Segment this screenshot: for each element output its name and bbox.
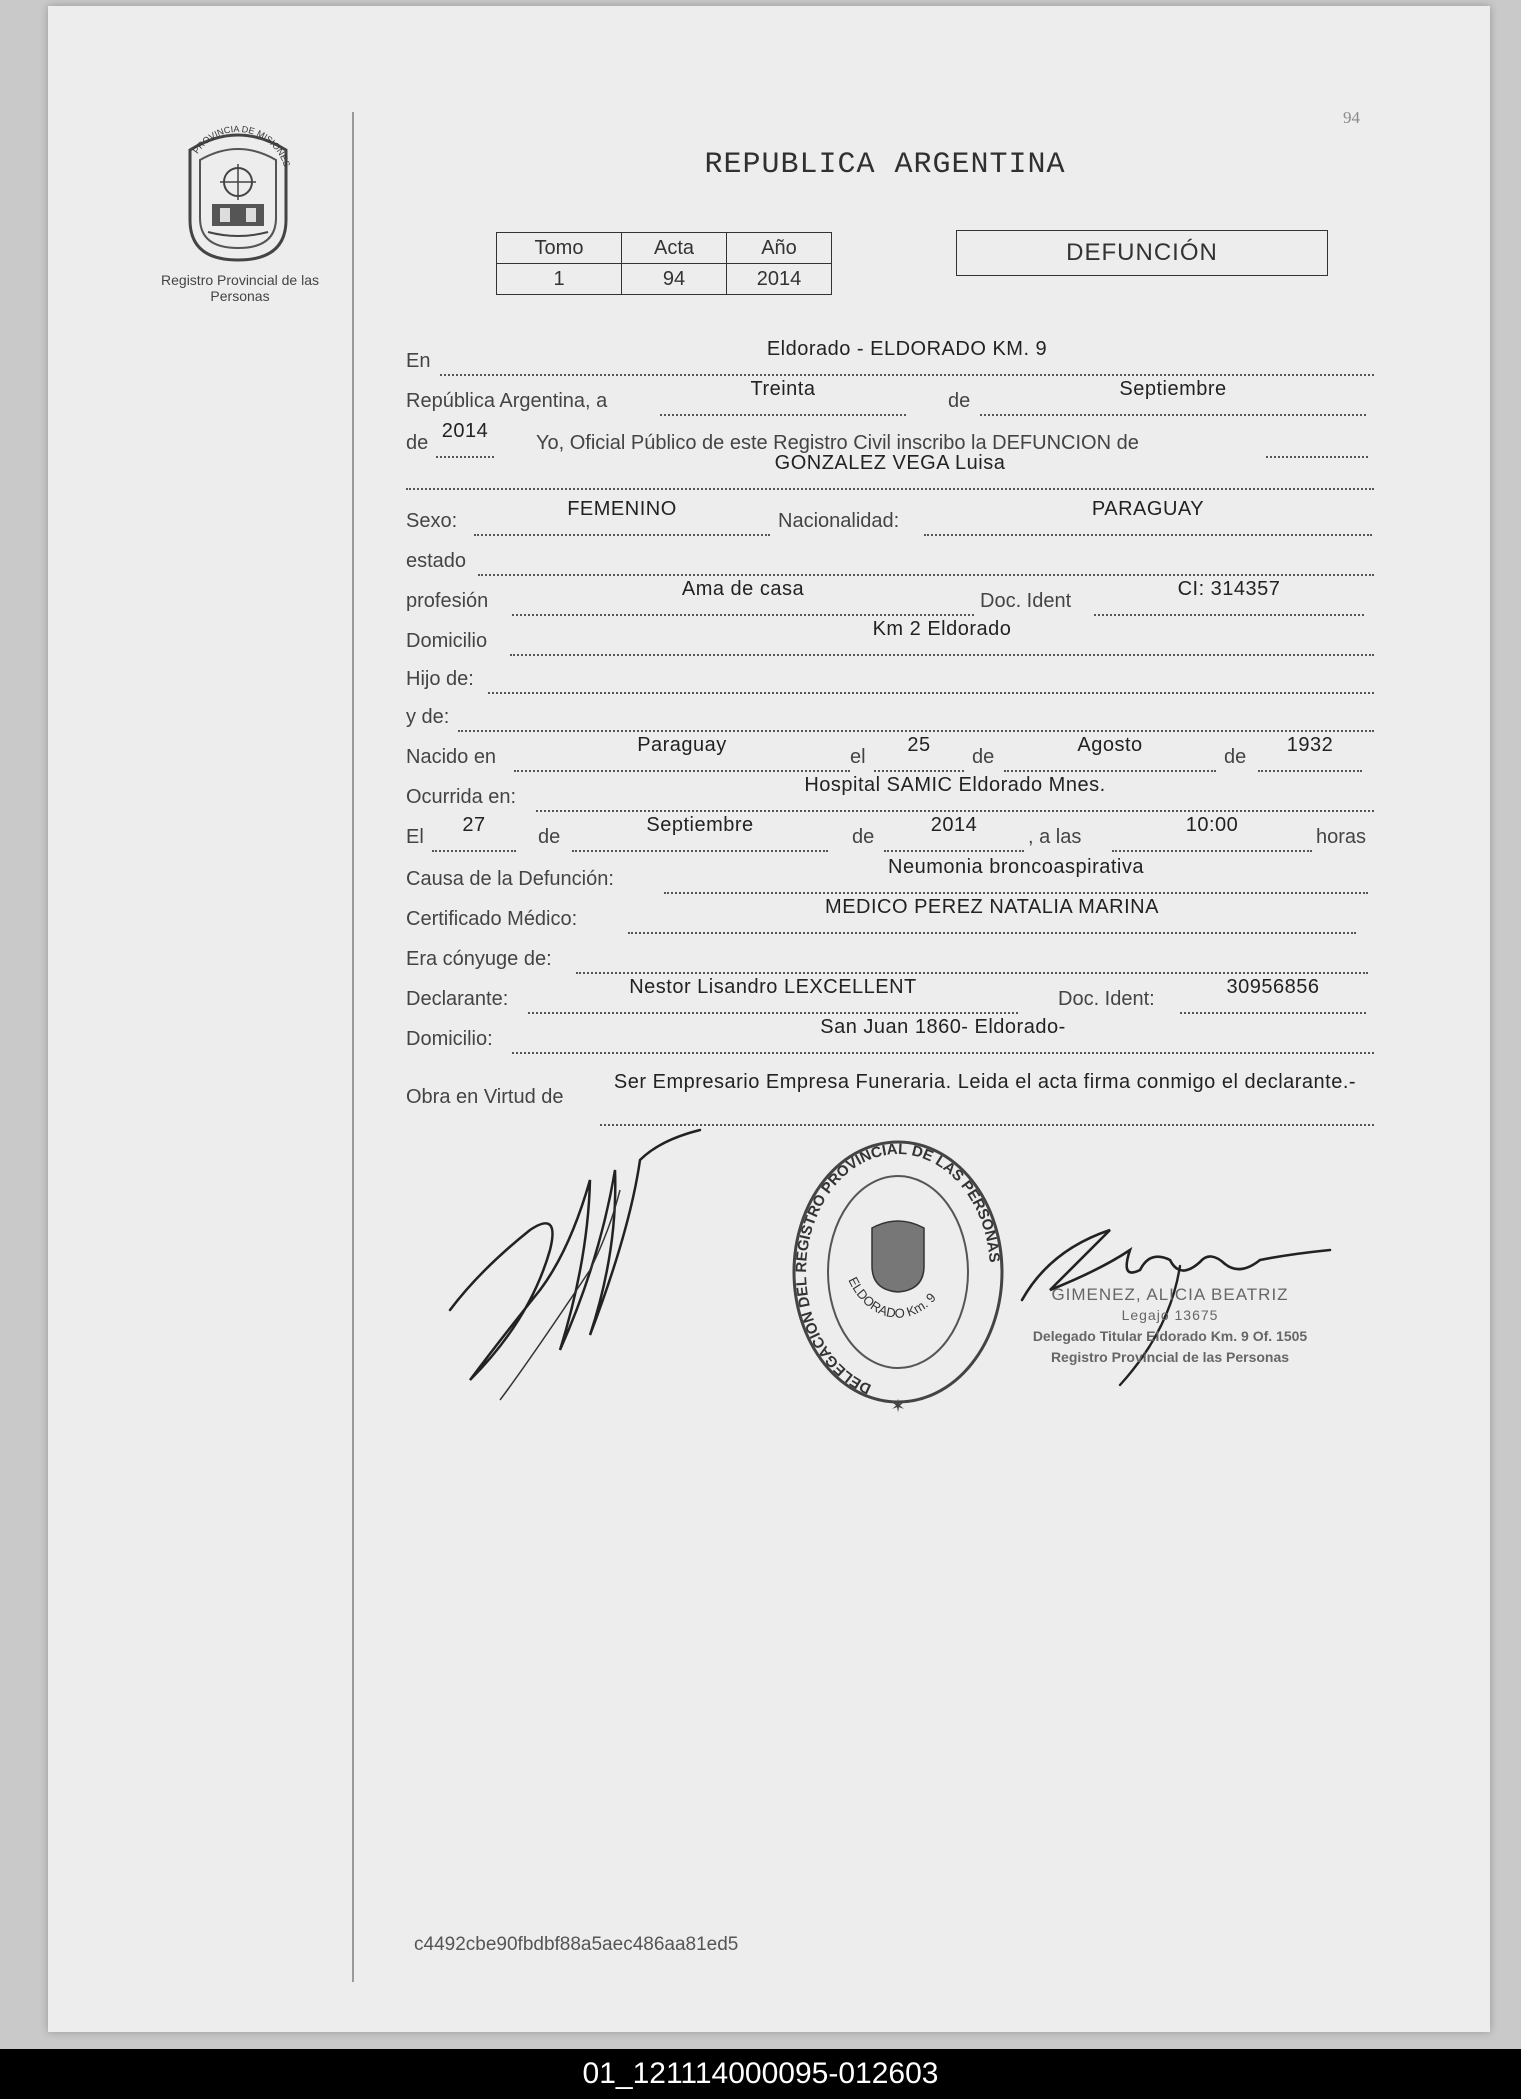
certificado-label: Certificado Médico: xyxy=(406,908,578,930)
doc-label: Doc. Ident xyxy=(980,590,1072,612)
nacido-lugar-value: Paraguay xyxy=(637,734,727,756)
sexo-value: FEMENINO xyxy=(567,498,677,520)
record-type-box: DEFUNCIÓN xyxy=(956,230,1328,276)
document-id-bar xyxy=(0,2049,1521,2099)
nacionalidad-label: Nacionalidad: xyxy=(778,510,900,532)
en-value: Eldorado - ELDORADO KM. 9 xyxy=(766,338,1048,360)
province-shield-logo xyxy=(168,120,308,270)
row-oficial xyxy=(406,422,1368,456)
def-mes-field xyxy=(572,816,828,852)
acta-header: Acta xyxy=(622,233,727,264)
def-dia-field xyxy=(432,816,516,852)
ocurrida-value: Hospital SAMIC Eldorado Mnes. xyxy=(804,774,1106,796)
row-fecha-defuncion xyxy=(406,816,1376,850)
yde-field xyxy=(458,696,1374,732)
declarante-value: Nestor Lisandro LEXCELLENT xyxy=(629,976,917,998)
doc-value: CI: 314357 xyxy=(1177,578,1281,600)
row-domicilio xyxy=(406,620,1374,654)
de-label-3: de xyxy=(972,746,995,768)
de-label-6: de xyxy=(852,826,875,848)
official-legajo: Legajo 13675 xyxy=(1121,1307,1219,1323)
official-name: GIMENEZ, ALICIA BEATRIZ xyxy=(1051,1285,1289,1304)
ocurrida-field xyxy=(536,776,1374,812)
en-label: En xyxy=(406,350,431,372)
day-value: Treinta xyxy=(750,378,816,400)
conyuge-label: Era cónyuge de: xyxy=(406,948,552,970)
a-las-label: , a las xyxy=(1028,826,1082,848)
nacionalidad-field xyxy=(924,500,1372,536)
de-label-5: de xyxy=(538,826,561,848)
tomo-value: 1 xyxy=(497,264,622,295)
row-nombre xyxy=(406,454,1374,488)
republica-label: República Argentina, a xyxy=(406,390,608,412)
document-hash: c4492cbe90fbdbf88a5aec486aa81ed5 xyxy=(414,1934,739,1955)
nacido-dia-field xyxy=(874,736,964,772)
el2-label: El xyxy=(406,826,424,848)
certificado-value: MEDICO PEREZ NATALIA MARINA xyxy=(825,896,1159,918)
registry-stamp xyxy=(788,1140,1008,1420)
conyuge-field xyxy=(576,938,1368,974)
official-stamp-text xyxy=(1000,1284,1340,1368)
anio-value: 2014 xyxy=(727,264,832,295)
de-label-4: de xyxy=(1224,746,1247,768)
page-number: 94 xyxy=(1343,108,1360,127)
domicilio-value: Km 2 Eldorado xyxy=(872,618,1012,640)
official-org: Registro Provincial de las Personas xyxy=(1050,1349,1290,1365)
row-yde xyxy=(406,696,1374,730)
nacido-label: Nacido en xyxy=(406,746,497,768)
estado-field xyxy=(478,540,1374,576)
def-mes-value: Septiembre xyxy=(646,814,754,836)
hijo-label: Hijo de: xyxy=(406,668,474,690)
declarante-field xyxy=(528,978,1018,1014)
nombre-field xyxy=(406,454,1374,490)
anio-header: Año xyxy=(727,233,832,264)
nacido-anio-field xyxy=(1258,736,1362,772)
declarante-label: Declarante: xyxy=(406,988,509,1010)
row-en xyxy=(406,340,1374,374)
causa-label: Causa de la Defunción: xyxy=(406,868,614,890)
def-hora-field xyxy=(1112,816,1312,852)
domicilio-field xyxy=(510,620,1374,656)
en-field xyxy=(440,340,1374,376)
acta-value: 94 xyxy=(622,264,727,295)
ocurrida-label: Ocurrida en: xyxy=(406,786,517,808)
row-decl-domicilio xyxy=(406,1018,1374,1052)
def-hora-value: 10:00 xyxy=(1185,814,1239,836)
declarant-signature xyxy=(440,1120,720,1420)
decl-domicilio-field xyxy=(512,1018,1374,1054)
margin-line xyxy=(352,112,354,1982)
causa-value: Neumonia broncoaspirativa xyxy=(888,856,1144,878)
logo-text-top: PROVINCIA DE MISIONES xyxy=(190,123,292,169)
oficial-text: Yo, Oficial Público de este Registro Civil inscribo la DEFUNCION de xyxy=(536,432,1139,454)
yde-label: y de: xyxy=(406,706,450,728)
stamp-ring-text: DELEGACION DEL REGISTRO PROVINCIAL DE LAS PERSONAS xyxy=(792,1140,1003,1398)
stamp-inner-text: ELDORADO Km. 9 xyxy=(845,1274,939,1321)
decl-doc-label: Doc. Ident: xyxy=(1058,988,1155,1010)
day-field xyxy=(660,380,906,416)
row-conyuge xyxy=(406,938,1368,972)
row-nacido xyxy=(406,736,1362,770)
row-profesion xyxy=(406,580,1364,614)
nacido-lugar-field xyxy=(514,736,850,772)
nacionalidad-value: PARAGUAY xyxy=(1091,498,1205,520)
row-estado xyxy=(406,540,1374,574)
nacido-anio-value: 1932 xyxy=(1286,734,1334,756)
nombre-value: GONZALEZ VEGA Luisa xyxy=(774,452,1006,474)
row-declarante xyxy=(406,978,1366,1012)
profesion-value: Ama de casa xyxy=(681,578,805,600)
year-value: 2014 xyxy=(441,420,489,442)
month-field xyxy=(980,380,1366,416)
decl-domicilio-label: Domicilio: xyxy=(406,1028,493,1050)
horas-label: horas xyxy=(1316,826,1367,848)
el-label: el xyxy=(850,746,866,768)
row-republica xyxy=(406,380,1366,414)
def-dia-value: 27 xyxy=(462,814,486,836)
tomo-header: Tomo xyxy=(497,233,622,264)
sexo-field xyxy=(474,500,770,536)
causa-field xyxy=(664,858,1368,894)
profesion-field xyxy=(512,580,974,616)
nacido-mes-value: Agosto xyxy=(1077,734,1143,756)
def-anio-field xyxy=(884,816,1024,852)
decl-doc-field xyxy=(1180,978,1366,1014)
document-id: 01_121114000095-012603 xyxy=(582,2057,939,2090)
logo-caption: Registro Provincial de las Personas xyxy=(161,272,319,304)
obra-value: Ser Empresario Empresa Funeraria. Leida el acta firma conmigo el declarante.- xyxy=(613,1071,1357,1093)
row-sexo xyxy=(406,500,1372,534)
month-value: Septiembre xyxy=(1119,378,1227,400)
official-cargo: Delegado Titular Eldorado Km. 9 Of. 1505 xyxy=(1032,1328,1308,1344)
doc-field xyxy=(1094,580,1364,616)
de-label-2: de xyxy=(406,432,429,454)
obra-label: Obra en Virtud de xyxy=(406,1086,564,1108)
def-anio-value: 2014 xyxy=(930,814,978,836)
row-certificado xyxy=(406,898,1356,932)
certificado-field xyxy=(628,898,1356,934)
sexo-label: Sexo: xyxy=(406,510,458,532)
row-obra xyxy=(406,1076,586,1110)
nacido-mes-field xyxy=(1004,736,1216,772)
document-title: REPUBLICA ARGENTINA xyxy=(704,148,1066,182)
domicilio-label: Domicilio xyxy=(406,630,488,652)
de-label-1: de xyxy=(948,390,971,412)
book-reference-table xyxy=(496,232,832,295)
nacido-dia-value: 25 xyxy=(907,734,931,756)
row-ocurrida xyxy=(406,776,1374,810)
estado-label: estado xyxy=(406,550,467,572)
profesion-label: profesión xyxy=(406,590,489,612)
row-hijo xyxy=(406,658,1374,692)
row-causa xyxy=(406,858,1368,892)
svg-text:✶: ✶ xyxy=(890,1396,906,1417)
decl-doc-value: 30956856 xyxy=(1226,976,1320,998)
decl-domicilio-value: San Juan 1860- Eldorado- xyxy=(820,1016,1066,1038)
hijo-field xyxy=(488,658,1374,694)
